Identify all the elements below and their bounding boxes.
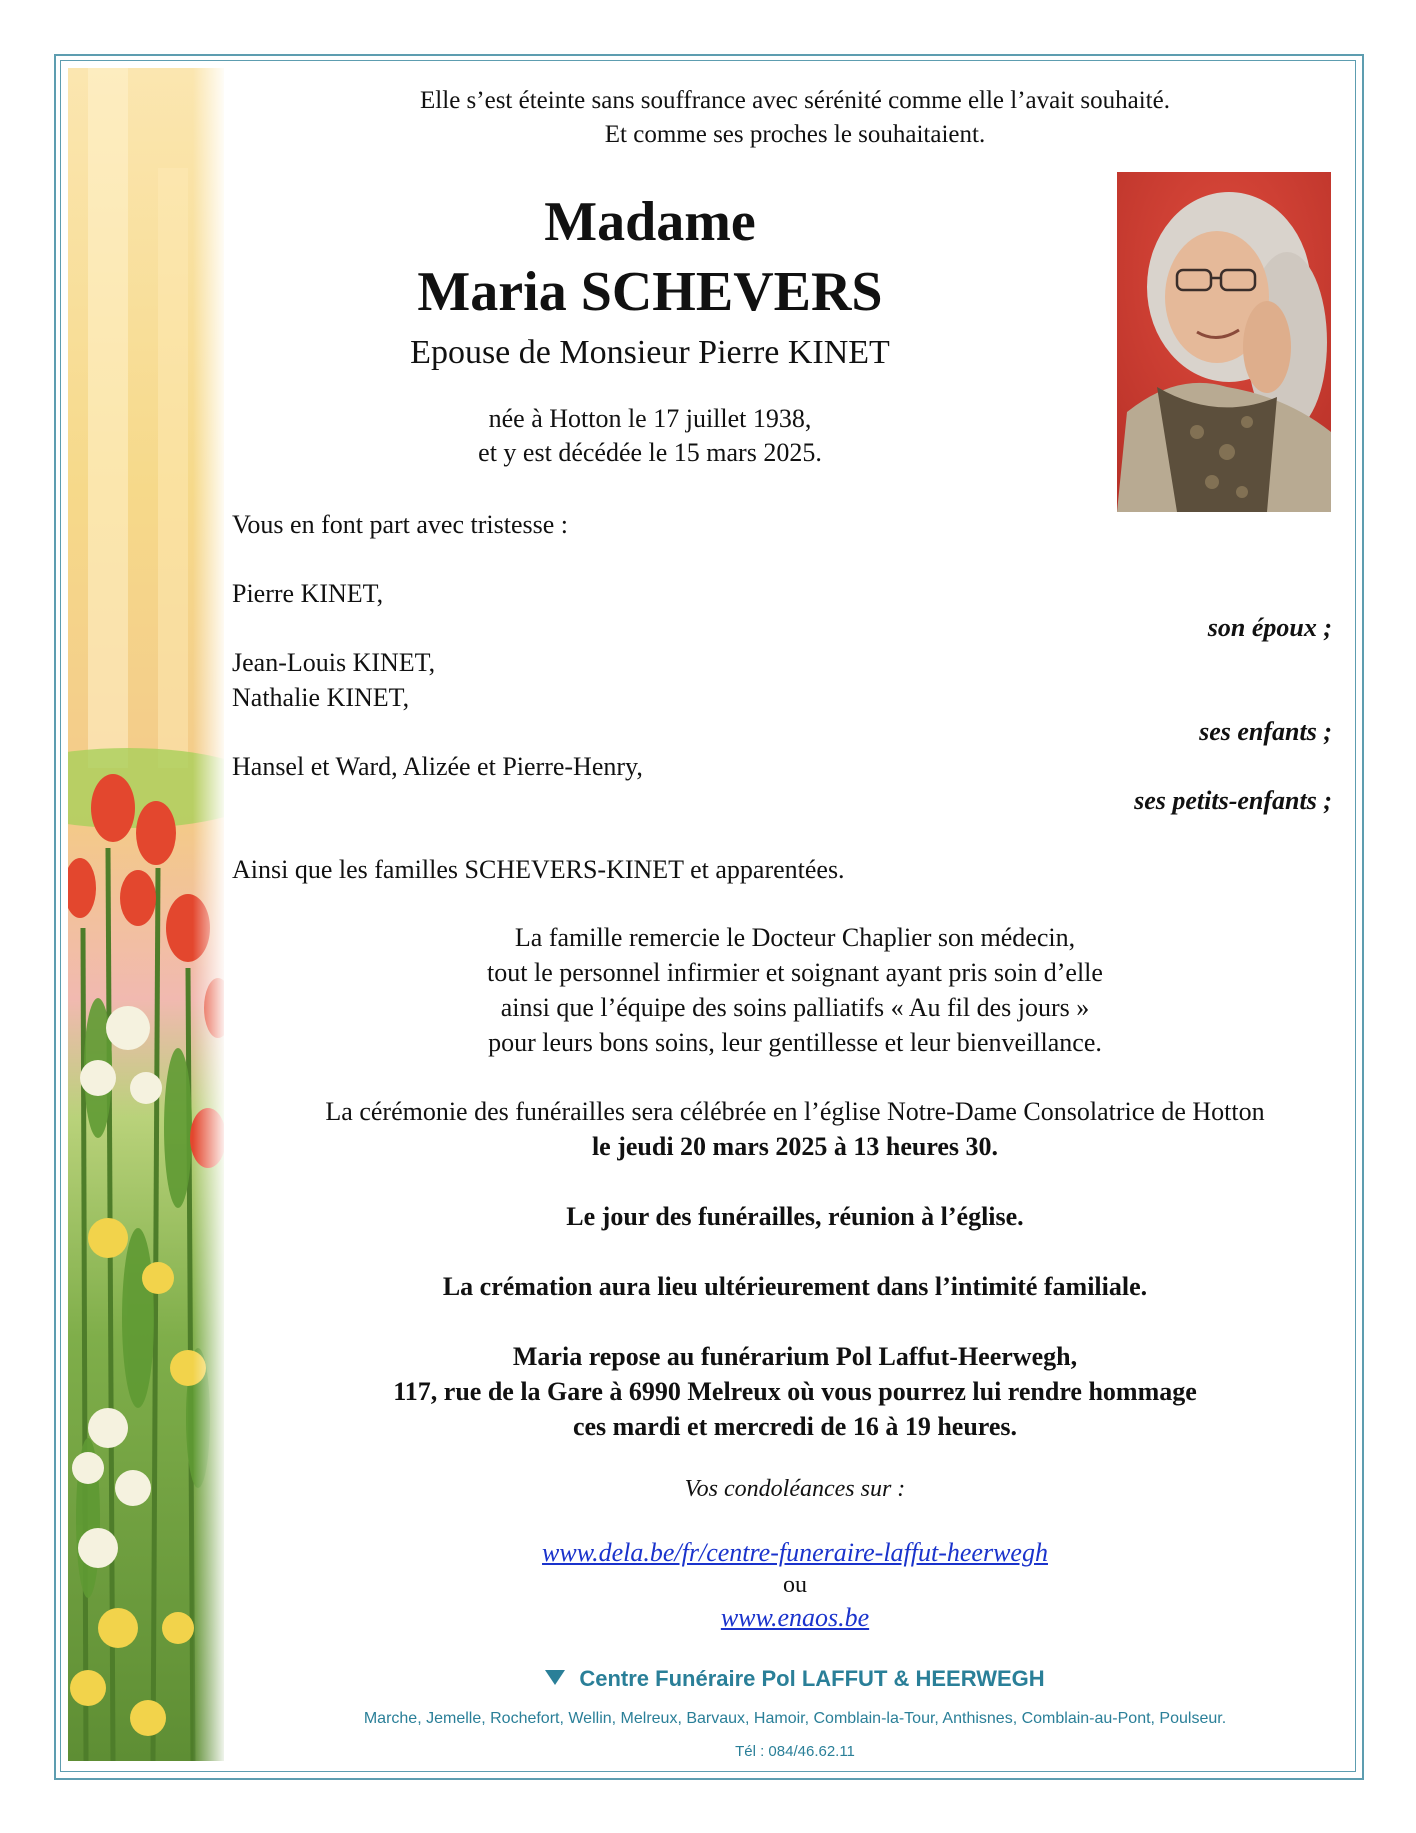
thanks-line-1: La famille remercie le Docteur Chaplier son médecin, [514,923,1076,952]
funeral-home-phone: Tél : 084/46.62.11 [735,1743,855,1760]
flower-strip-image [68,68,224,1761]
grandchildren-names: Hansel et Ward, Alizée et Pierre-Henry, [232,752,643,781]
repose-line-3: ces mardi et mercredi de 16 à 19 heures. [572,1412,1018,1441]
intro-line-2: Et comme ses proches le souhaitaient. [604,121,986,148]
condolences-label: Vos condoléances sur : [684,1476,906,1502]
triangle-down-icon [545,1670,565,1685]
deceased-name: Maria SCHEVERS [417,261,883,323]
or-text: ou [783,1572,807,1598]
meeting-info: Le jour des funérailles, réunion à l’église. [566,1202,1024,1231]
death-line: et y est décédée le 15 mars 2025. [478,438,822,467]
spouse-line: Epouse de Monsieur Pierre KINET [410,334,890,371]
thanks-line-4: pour leurs bons soins, leur gentillesse et leur bienveillance. [488,1028,1102,1057]
announce-text: Vous en font part avec tristesse : [232,510,568,539]
spouse-role: son époux ; [1207,613,1332,642]
grandchildren-role: ses petits-enfants ; [1134,786,1332,815]
other-families: Ainsi que les familles SCHEVERS-KINET et apparentées. [232,855,845,884]
child-name-2: Nathalie KINET, [232,683,410,712]
ceremony-line: La cérémonie des funérailles sera célébrée en l’église Notre-Dame Consolatrice de Hotton [325,1097,1265,1126]
condolences-link-enaos[interactable]: www.enaos.be [720,1603,870,1632]
funeral-home-cities: Marche, Jemelle, Rochefort, Wellin, Melreux, Barvaux, Hamoir, Comblain-la-Tour, Anthisnes, Comblain-au-Pont, Poulseur. [363,1710,1227,1727]
ceremony-date: le jeudi 20 mars 2025 à 13 heures 30. [591,1132,999,1161]
repose-line-2: 117, rue de la Gare à 6990 Melreux où vous pourrez lui rendre hommage [393,1377,1197,1406]
dates-block [300,402,1000,470]
deceased-title: Madame [544,191,756,253]
condolences-link-dela[interactable]: www.dela.be/fr/centre-funeraire-laffut-heerwegh [542,1538,1048,1567]
children-role: ses enfants ; [1199,717,1332,746]
funeral-home-name [240,1665,1350,1693]
repose-line-1: Maria repose au funérarium Pol Laffut-Heerwegh, [512,1342,1078,1371]
funeral-home-label: Centre Funéraire Pol LAFFUT & HEERWEGH [579,1666,1045,1691]
spouse-name: Pierre KINET, [232,579,384,608]
thanks-line-3: ainsi que l’équipe des soins palliatifs « Au fil des jours » [500,993,1090,1022]
cremation-info: La crémation aura lieu ultérieurement dans l’intimité familiale. [442,1272,1148,1301]
portrait-photo [1117,172,1331,512]
child-name-1: Jean-Louis KINET, [232,648,436,677]
ceremony-block [240,1094,1350,1635]
intro-text [240,84,1350,152]
thanks-line-2: tout le personnel infirmier et soignant ayant pris soin d’elle [487,958,1103,987]
intro-line-1: Elle s’est éteinte sans souffrance avec sérénité comme elle l’avait souhaité. [420,87,1170,114]
birth-line: née à Hotton le 17 juillet 1938, [488,404,812,433]
thanks-block [240,920,1350,1060]
